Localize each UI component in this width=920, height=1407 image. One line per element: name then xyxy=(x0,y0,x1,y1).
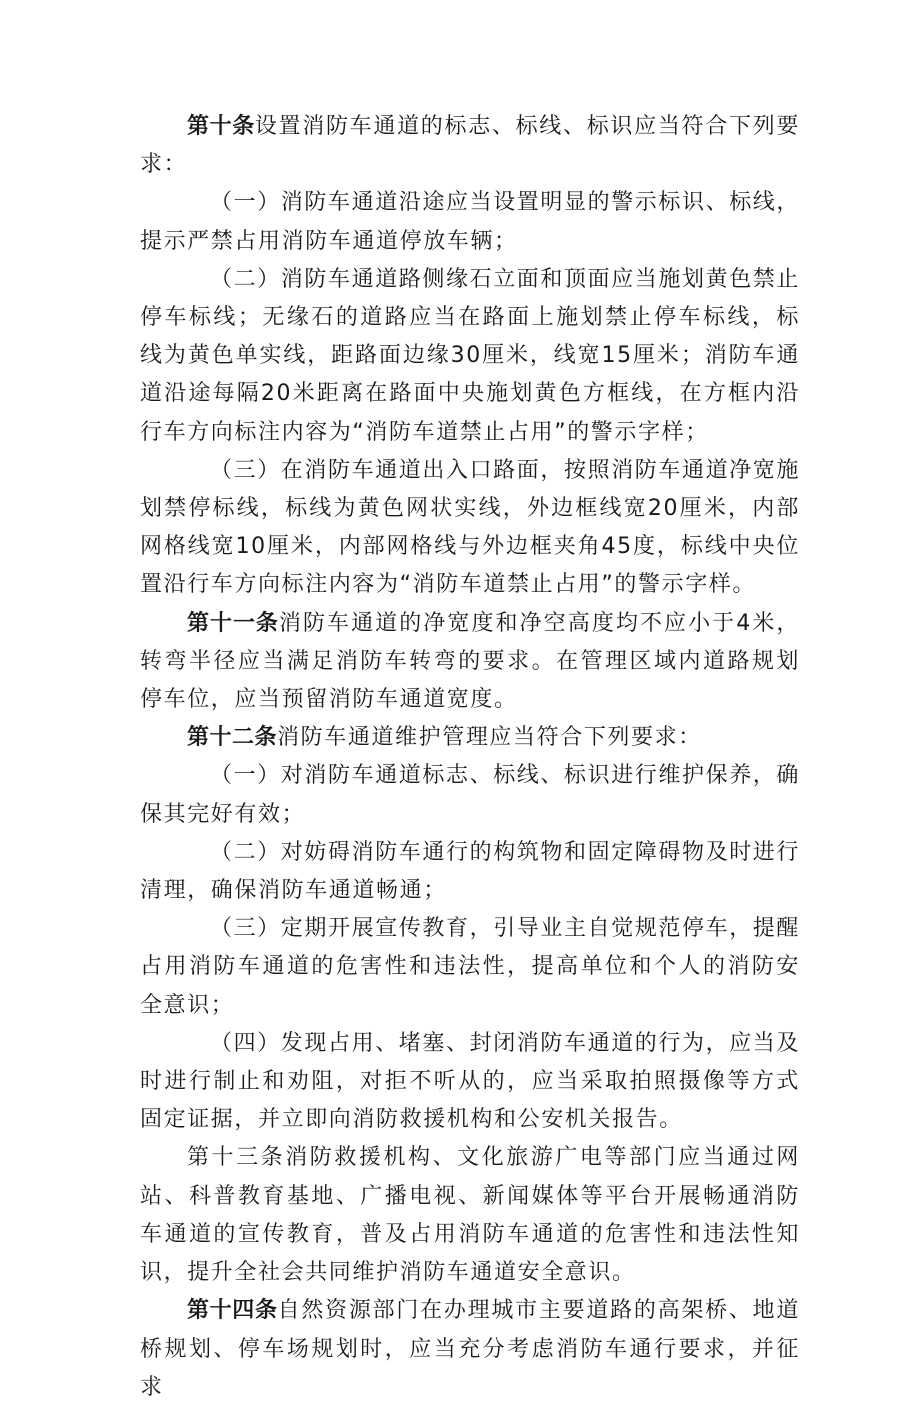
article-heading: 第十二条 xyxy=(187,725,278,751)
article-12-item-2 xyxy=(140,834,800,910)
article-12-item-1 xyxy=(140,757,800,833)
article-12-item-3 xyxy=(140,910,800,1025)
article-10-item-1 xyxy=(140,184,800,260)
paragraph-text: 自然资源部门在办理城市主要道路的高架桥、地道桥规划、停车场规划时，应当充分考虑消防车通行要求，并征求 xyxy=(140,1298,800,1400)
paragraph-text: （一）对消防车通道标志、标线、标识进行维护保养，确保其完好有效； xyxy=(140,763,801,827)
paragraph-text: （三）在消防车通道出入口路面，按照消防车通道净宽施划禁停标线，标线为黄色网状实线，外边框线宽20厘米，内部网格线宽10厘米，内部网格线与外边框夹角45度，标线中央位置沿行车方向标注内容为“消防车道禁止占用”的警示字样。 xyxy=(140,457,801,598)
paragraph-text: 消防车通道的净宽度和净空高度均不应小于4米，转弯半径应当满足消防车转弯的要求。在管理区域内道路规划停车位，应当预留消防车通道宽度。 xyxy=(140,610,800,713)
article-12-item-4 xyxy=(140,1025,800,1140)
paragraph-text: （四）发现占用、堵塞、封闭消防车通道的行为，应当及时进行制止和劝阻，对拒不听从的，应当采取拍照摄像等方式固定证据，并立即向消防救援机构和公安机关报告。 xyxy=(140,1030,801,1133)
paragraph-text: 消防车通道维护管理应当符合下列要求： xyxy=(277,725,702,751)
article-10-item-2 xyxy=(140,261,800,452)
article-10-item-3 xyxy=(140,452,800,605)
article-14-paragraph xyxy=(140,1292,800,1407)
article-10-paragraph xyxy=(140,108,800,184)
paragraph-text: 第十三条消防救援机构、文化旅游广电等部门应当通过网站、科普教育基地、广播电视、新闻媒体等平台开展畅通消防车通道的宣传教育，普及占用消防车通道的危害性和违法性知识，提升全社会共同维护消防车通道安全意识。 xyxy=(140,1145,800,1286)
paragraph-text: （二）对妨碍消防车通行的构筑物和固定障碍物及时进行清理，确保消防车通道畅通； xyxy=(140,839,801,904)
paragraph-text: （二）消防车通道路侧缘石立面和顶面应当施划黄色禁止停车标线；无缘石的道路应当在路面上施划禁止停车标线，标线为黄色单实线，距路面边缘30厘米，线宽15厘米；消防车通道沿途每隔20米距离在路面中央施划黄色方框线，在方框内沿行车方向标注内容为“消防车道禁止占用”的警示字样； xyxy=(140,266,801,445)
article-heading: 第十一条 xyxy=(187,610,279,636)
document-body xyxy=(140,108,800,1407)
article-12-paragraph xyxy=(140,719,800,757)
article-heading: 第十条 xyxy=(187,114,255,139)
paragraph-text: （一）消防车通道沿途应当设置明显的警示标识、标线，提示严禁占用消防车通道停放车辆； xyxy=(140,190,801,254)
article-13-paragraph xyxy=(140,1139,800,1292)
article-heading: 第十四条 xyxy=(187,1298,278,1324)
paragraph-text: 设置消防车通道的标志、标线、标识应当符合下列要求： xyxy=(140,114,800,178)
article-11-paragraph xyxy=(140,605,800,720)
paragraph-text: （三）定期开展宣传教育，引导业主自觉规范停车，提醒占用消防车通道的危害性和违法性，提高单位和个人的消防安全意识； xyxy=(140,916,801,1018)
